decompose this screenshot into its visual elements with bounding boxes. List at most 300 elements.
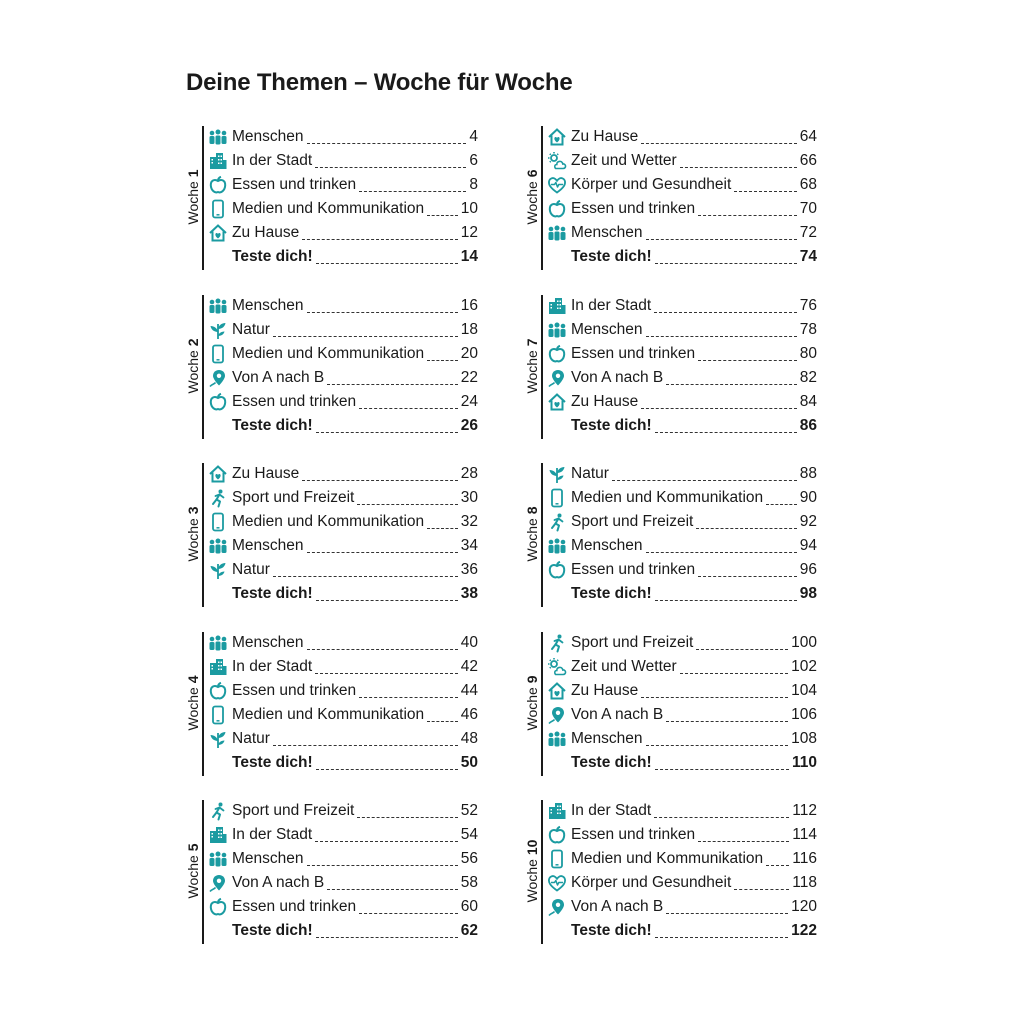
- dot-leader: [646, 745, 789, 746]
- page-number: 116: [792, 850, 817, 867]
- people-icon: [546, 536, 568, 556]
- topic-entry[interactable]: [207, 294, 478, 318]
- test-entry[interactable]: [546, 751, 817, 775]
- week-divider: [541, 463, 543, 607]
- city-icon: [207, 151, 229, 171]
- dot-leader: [315, 167, 466, 168]
- topic-label: Natur: [232, 561, 270, 578]
- topic-entry[interactable]: [546, 655, 817, 679]
- dot-leader: [641, 697, 788, 698]
- topic-label: Teste dich!: [232, 754, 313, 771]
- phone-icon: [207, 199, 229, 219]
- city-icon: [546, 296, 568, 316]
- test-entry[interactable]: [546, 414, 817, 438]
- week-label: [182, 631, 204, 775]
- topic-entry[interactable]: [207, 342, 478, 366]
- topic-entry[interactable]: [546, 534, 817, 558]
- dot-leader: [315, 841, 458, 842]
- dot-leader: [273, 336, 458, 337]
- page-number: 52: [460, 802, 478, 819]
- house-icon: [546, 681, 568, 701]
- dot-leader: [655, 937, 788, 938]
- topic-entry[interactable]: [207, 173, 478, 197]
- week-divider: [541, 126, 543, 270]
- week-4-section: [182, 631, 478, 779]
- people-icon: [207, 536, 229, 556]
- dot-leader: [666, 384, 797, 385]
- topic-label: Teste dich!: [571, 585, 652, 602]
- topic-list: [207, 631, 478, 775]
- topic-label: Medien und Kommunikation: [232, 706, 425, 723]
- page-number: 98: [799, 585, 817, 602]
- location-pin-icon: [207, 873, 229, 893]
- topic-entry[interactable]: [546, 871, 817, 895]
- topic-label: Menschen: [232, 537, 304, 554]
- topic-entry[interactable]: [207, 823, 478, 847]
- week-label: [182, 294, 204, 438]
- topic-entry[interactable]: [207, 871, 478, 895]
- page-number: 62: [460, 922, 478, 939]
- topic-label: Menschen: [232, 128, 304, 145]
- page-number: 20: [460, 345, 478, 362]
- page-number: 114: [792, 826, 817, 843]
- topic-label: Natur: [232, 730, 270, 747]
- week-3-section: [182, 462, 478, 610]
- people-icon: [207, 633, 229, 653]
- topic-label: Körper und Gesundheit: [571, 874, 732, 891]
- topic-entry[interactable]: [207, 221, 478, 245]
- topic-entry[interactable]: [546, 631, 817, 655]
- topic-entry[interactable]: [546, 823, 817, 847]
- runner-icon: [207, 801, 229, 821]
- week-label: [521, 294, 543, 438]
- topic-list: [546, 799, 817, 943]
- city-icon: [207, 657, 229, 677]
- topic-entry[interactable]: [546, 390, 817, 414]
- people-icon: [546, 320, 568, 340]
- dot-leader: [698, 360, 797, 361]
- topic-entry[interactable]: [207, 390, 478, 414]
- topic-label: Medien und Kommunikation: [571, 850, 764, 867]
- weather-icon: [546, 657, 568, 677]
- page-number: 92: [799, 513, 817, 530]
- people-icon: [207, 296, 229, 316]
- topic-entry[interactable]: [207, 655, 478, 679]
- page-number: 56: [460, 850, 478, 867]
- week-label: [182, 125, 204, 269]
- topic-entry[interactable]: [546, 318, 817, 342]
- week-number: 1: [185, 169, 201, 178]
- page-number: 46: [460, 706, 478, 723]
- topic-entry[interactable]: [207, 125, 478, 149]
- week-number: 3: [185, 506, 201, 515]
- topic-entry[interactable]: [546, 486, 817, 510]
- page-number: 12: [460, 224, 478, 241]
- dot-leader: [641, 408, 797, 409]
- dot-leader: [315, 673, 458, 674]
- topic-label: Teste dich!: [232, 585, 313, 602]
- page-number: 112: [792, 802, 817, 819]
- test-entry[interactable]: [546, 582, 817, 606]
- dot-leader: [307, 143, 467, 144]
- topic-entry[interactable]: [207, 558, 478, 582]
- topic-entry[interactable]: [207, 462, 478, 486]
- topic-entry[interactable]: [546, 342, 817, 366]
- dot-leader: [646, 552, 797, 553]
- page-number: 14: [460, 248, 478, 265]
- apple-icon: [546, 560, 568, 580]
- topic-label: Menschen: [571, 224, 643, 241]
- dot-leader: [654, 817, 789, 818]
- topic-entry[interactable]: [207, 631, 478, 655]
- dot-leader: [654, 312, 797, 313]
- topic-label: Medien und Kommunikation: [232, 513, 425, 530]
- week-label-prefix: Woche: [524, 518, 540, 562]
- plant-icon: [546, 464, 568, 484]
- topic-entry[interactable]: [546, 462, 817, 486]
- week-label-prefix: Woche: [524, 350, 540, 394]
- dot-leader: [359, 408, 458, 409]
- topic-label: Menschen: [571, 730, 643, 747]
- apple-icon: [546, 344, 568, 364]
- topic-entry[interactable]: [546, 366, 817, 390]
- week-number: 8: [524, 506, 540, 515]
- dot-leader: [698, 841, 789, 842]
- page-number: 32: [460, 513, 478, 530]
- dot-leader: [646, 336, 797, 337]
- topic-label: Medien und Kommunikation: [232, 345, 425, 362]
- dot-leader: [612, 480, 797, 481]
- week-divider: [202, 295, 204, 439]
- week-divider: [202, 463, 204, 607]
- topic-label: Teste dich!: [571, 922, 652, 939]
- week-label: [521, 125, 543, 269]
- dot-leader: [734, 889, 789, 890]
- topic-entry[interactable]: [546, 558, 817, 582]
- topic-entry[interactable]: [546, 847, 817, 871]
- page-number: 54: [460, 826, 478, 843]
- topic-list: [546, 294, 817, 438]
- topic-entry[interactable]: [546, 895, 817, 919]
- runner-icon: [546, 512, 568, 532]
- topic-list: [546, 462, 817, 606]
- page-number: 82: [799, 369, 817, 386]
- topic-label: Teste dich!: [232, 248, 313, 265]
- topic-list: [207, 125, 478, 269]
- test-entry[interactable]: [207, 919, 478, 943]
- page-number: 88: [799, 465, 817, 482]
- dot-leader: [698, 576, 797, 577]
- apple-icon: [207, 392, 229, 412]
- runner-icon: [207, 488, 229, 508]
- heart-icon: [546, 873, 568, 893]
- test-entry[interactable]: [207, 582, 478, 606]
- test-entry[interactable]: [546, 245, 817, 269]
- phone-icon: [546, 488, 568, 508]
- topic-entry[interactable]: [546, 703, 817, 727]
- dot-leader: [273, 745, 458, 746]
- topic-label: Medien und Kommunikation: [571, 489, 764, 506]
- phone-icon: [207, 705, 229, 725]
- page-number: 90: [799, 489, 817, 506]
- dot-leader: [427, 721, 458, 722]
- dot-leader: [646, 239, 797, 240]
- topic-label: Zu Hause: [232, 465, 300, 482]
- week-divider: [202, 632, 204, 776]
- dot-leader: [666, 721, 788, 722]
- test-entry[interactable]: [207, 414, 478, 438]
- plant-icon: [207, 560, 229, 580]
- topic-label: Teste dich!: [571, 754, 652, 771]
- page-number: 84: [799, 393, 817, 410]
- page-number: 78: [799, 321, 817, 338]
- topic-list: [207, 294, 478, 438]
- dot-leader: [307, 649, 458, 650]
- dot-leader: [359, 697, 458, 698]
- location-pin-icon: [546, 368, 568, 388]
- topic-label: Von A nach B: [571, 706, 664, 723]
- location-pin-icon: [546, 705, 568, 725]
- apple-icon: [546, 199, 568, 219]
- dot-leader: [357, 817, 457, 818]
- week-number: 2: [185, 338, 201, 347]
- page-number: 16: [460, 297, 478, 314]
- page-number: 6: [469, 152, 478, 169]
- week-7-section: [521, 294, 817, 442]
- page-number: 68: [799, 176, 817, 193]
- week-label-prefix: Woche: [185, 855, 201, 899]
- dot-leader: [680, 673, 788, 674]
- week-divider: [541, 632, 543, 776]
- dot-leader: [302, 239, 458, 240]
- dot-leader: [359, 913, 458, 914]
- topic-label: Sport und Freizeit: [232, 489, 355, 506]
- topic-label: Essen und trinken: [571, 345, 696, 362]
- topic-entry[interactable]: [546, 294, 817, 318]
- topic-label: Zu Hause: [571, 393, 639, 410]
- topic-label: Zeit und Wetter: [571, 658, 677, 675]
- topic-entry[interactable]: [546, 679, 817, 703]
- dot-leader: [316, 432, 458, 433]
- topic-entry[interactable]: [207, 895, 478, 919]
- topic-entry[interactable]: [207, 727, 478, 751]
- apple-icon: [207, 897, 229, 917]
- dot-leader: [359, 191, 466, 192]
- topic-list: [207, 799, 478, 943]
- test-entry[interactable]: [207, 751, 478, 775]
- people-icon: [207, 127, 229, 147]
- weather-icon: [546, 151, 568, 171]
- topic-entry[interactable]: [546, 221, 817, 245]
- dot-leader: [327, 384, 458, 385]
- page-number: 10: [460, 200, 478, 217]
- topic-label: Sport und Freizeit: [571, 513, 694, 530]
- page-number: 66: [799, 152, 817, 169]
- topic-label: In der Stadt: [232, 152, 313, 169]
- page-number: 104: [791, 682, 817, 699]
- topic-label: Von A nach B: [232, 369, 325, 386]
- page-number: 106: [791, 706, 817, 723]
- page-number: 108: [791, 730, 817, 747]
- topic-label: Zu Hause: [232, 224, 300, 241]
- topic-entry[interactable]: [546, 197, 817, 221]
- page-number: 102: [791, 658, 817, 675]
- topic-label: Teste dich!: [571, 248, 652, 265]
- topic-entry[interactable]: [207, 366, 478, 390]
- topic-entry[interactable]: [207, 197, 478, 221]
- page-number: 42: [460, 658, 478, 675]
- week-8-section: [521, 462, 817, 610]
- topic-label: Medien und Kommunikation: [232, 200, 425, 217]
- week-divider: [202, 126, 204, 270]
- topic-label: Menschen: [232, 850, 304, 867]
- topic-label: Sport und Freizeit: [571, 634, 694, 651]
- page-number: 64: [799, 128, 817, 145]
- topic-entry[interactable]: [207, 149, 478, 173]
- page-number: 76: [799, 297, 817, 314]
- week-2-section: [182, 294, 478, 442]
- dot-leader: [698, 215, 797, 216]
- topic-label: Sport und Freizeit: [232, 802, 355, 819]
- people-icon: [546, 223, 568, 243]
- week-label: [521, 631, 543, 775]
- week-number: 4: [185, 675, 201, 684]
- week-number: 7: [524, 338, 540, 347]
- week-5-section: [182, 799, 478, 947]
- page-number: 50: [460, 754, 478, 771]
- week-label: [182, 799, 204, 943]
- topic-label: Teste dich!: [571, 417, 652, 434]
- page-number: 22: [460, 369, 478, 386]
- week-number: 6: [524, 169, 540, 178]
- page-number: 60: [460, 898, 478, 915]
- topic-entry[interactable]: [207, 847, 478, 871]
- page-number: 26: [460, 417, 478, 434]
- page-number: 74: [799, 248, 817, 265]
- topic-entry[interactable]: [207, 799, 478, 823]
- topic-label: Natur: [232, 321, 270, 338]
- dot-leader: [655, 432, 797, 433]
- topic-label: Essen und trinken: [232, 898, 357, 915]
- topic-entry[interactable]: [207, 510, 478, 534]
- phone-icon: [546, 849, 568, 869]
- page-number: 120: [791, 898, 817, 915]
- topic-entry[interactable]: [546, 510, 817, 534]
- dot-leader: [680, 167, 797, 168]
- page-number: 44: [460, 682, 478, 699]
- week-divider: [541, 295, 543, 439]
- topic-label: Menschen: [232, 297, 304, 314]
- test-entry[interactable]: [207, 245, 478, 269]
- dot-leader: [427, 360, 458, 361]
- topic-label: Essen und trinken: [571, 826, 696, 843]
- topic-entry[interactable]: [207, 703, 478, 727]
- page-number: 122: [791, 922, 817, 939]
- dot-leader: [307, 312, 458, 313]
- page-number: 36: [460, 561, 478, 578]
- topic-entry[interactable]: [207, 486, 478, 510]
- topic-label: Körper und Gesundheit: [571, 176, 732, 193]
- page-number: 34: [460, 537, 478, 554]
- page-number: 40: [460, 634, 478, 651]
- page-number: 28: [460, 465, 478, 482]
- topic-entry[interactable]: [546, 727, 817, 751]
- dot-leader: [766, 865, 789, 866]
- page-number: 118: [792, 874, 817, 891]
- topic-entry[interactable]: [546, 173, 817, 197]
- location-pin-icon: [546, 897, 568, 917]
- topic-entry[interactable]: [207, 534, 478, 558]
- phone-icon: [207, 512, 229, 532]
- week-label-prefix: Woche: [524, 859, 540, 903]
- topic-label: Menschen: [232, 634, 304, 651]
- topic-entry[interactable]: [546, 799, 817, 823]
- week-10-section: [521, 799, 817, 947]
- dot-leader: [427, 215, 458, 216]
- dot-leader: [316, 600, 458, 601]
- page-number: 4: [469, 128, 478, 145]
- dot-leader: [307, 552, 458, 553]
- topic-list: [546, 125, 817, 269]
- dot-leader: [357, 504, 457, 505]
- topic-label: Essen und trinken: [571, 561, 696, 578]
- dot-leader: [316, 263, 458, 264]
- dot-leader: [655, 769, 789, 770]
- page-number: 94: [799, 537, 817, 554]
- house-icon: [546, 392, 568, 412]
- page-number: 80: [799, 345, 817, 362]
- dot-leader: [666, 913, 788, 914]
- dot-leader: [316, 769, 458, 770]
- week-1-section: [182, 125, 478, 273]
- dot-leader: [734, 191, 796, 192]
- week-number: 5: [185, 843, 201, 852]
- page-number: 30: [460, 489, 478, 506]
- location-pin-icon: [207, 368, 229, 388]
- page-number: 8: [469, 176, 478, 193]
- topic-label: In der Stadt: [571, 297, 652, 314]
- heart-icon: [546, 175, 568, 195]
- week-label: [182, 462, 204, 606]
- topic-entry[interactable]: [207, 318, 478, 342]
- page-number: 86: [799, 417, 817, 434]
- test-entry[interactable]: [546, 919, 817, 943]
- topic-entry[interactable]: [546, 125, 817, 149]
- topic-label: Zu Hause: [571, 128, 639, 145]
- dot-leader: [655, 600, 797, 601]
- week-number: 10: [524, 839, 540, 856]
- week-label-prefix: Woche: [185, 350, 201, 394]
- page-number: 38: [460, 585, 478, 602]
- dot-leader: [316, 937, 458, 938]
- topic-label: Essen und trinken: [232, 682, 357, 699]
- week-label-prefix: Woche: [185, 687, 201, 731]
- phone-icon: [207, 344, 229, 364]
- week-label-prefix: Woche: [185, 518, 201, 562]
- topic-label: Teste dich!: [232, 922, 313, 939]
- week-label-prefix: Woche: [524, 181, 540, 225]
- topic-entry[interactable]: [546, 149, 817, 173]
- page-number: 110: [791, 754, 817, 771]
- topic-label: Von A nach B: [571, 898, 664, 915]
- page-number: 96: [799, 561, 817, 578]
- topic-label: Essen und trinken: [232, 176, 357, 193]
- page-number: 24: [460, 393, 478, 410]
- topic-label: Menschen: [571, 321, 643, 338]
- city-icon: [207, 825, 229, 845]
- topic-entry[interactable]: [207, 679, 478, 703]
- topic-label: In der Stadt: [232, 658, 313, 675]
